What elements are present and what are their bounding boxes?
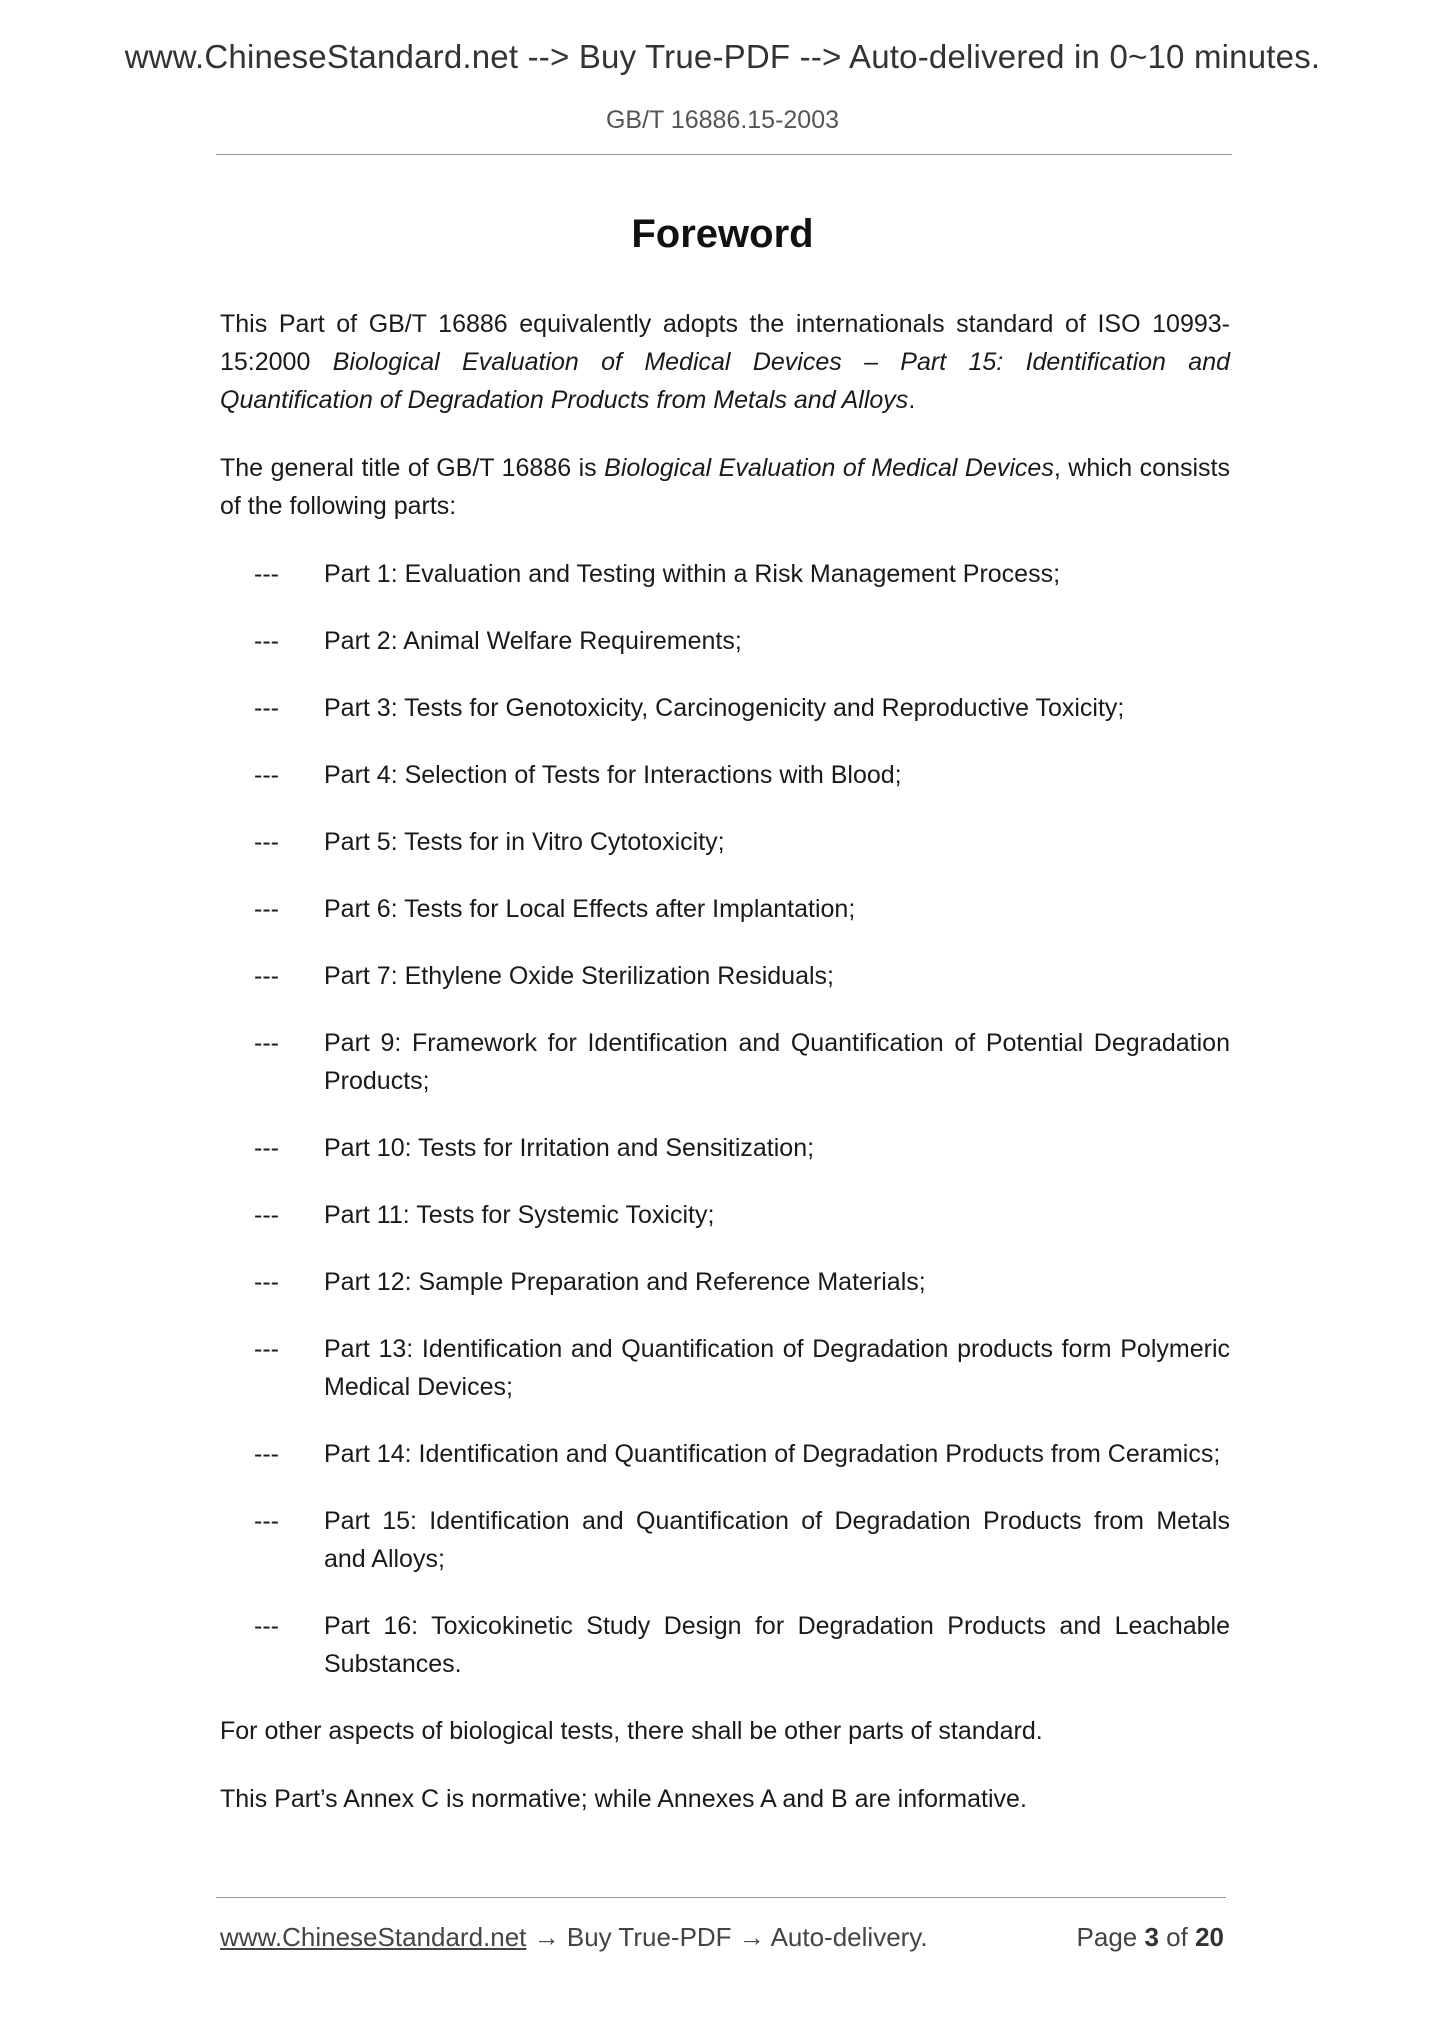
list-item bbox=[254, 622, 1230, 660]
footer-divider bbox=[216, 1897, 1226, 1898]
page-label: Page bbox=[1076, 1922, 1145, 1952]
list-item-text: Part 4: Selection of Tests for Interactions with Blood; bbox=[324, 761, 902, 789]
list-item-text: Part 16: Toxicokinetic Study Design for Degradation Products and Leachable Substances. bbox=[324, 1612, 1230, 1678]
list-item-text: Part 13: Identification and Quantification of Degradation products form Polymeric Medical Devices; bbox=[324, 1335, 1230, 1401]
list-dash: --- bbox=[254, 761, 279, 789]
page-number bbox=[1077, 1922, 1224, 1953]
list-item-text: Part 3: Tests for Genotoxicity, Carcinogenicity and Reproductive Toxicity; bbox=[324, 694, 1125, 722]
list-item-text: Part 11: Tests for Systemic Toxicity; bbox=[324, 1201, 715, 1229]
list-dash: --- bbox=[254, 828, 279, 856]
annex-paragraph: This Part’s Annex C is normative; while Annexes A and B are informative. bbox=[220, 1785, 1027, 1813]
list-item-text: Part 10: Tests for Irritation and Sensitization; bbox=[324, 1134, 815, 1162]
general-title-italic: Biological Evaluation of Medical Devices bbox=[604, 454, 1054, 482]
intro-paragraph bbox=[220, 305, 1230, 419]
footer-left bbox=[220, 1922, 928, 1953]
list-item-text: Part 6: Tests for Local Effects after Implantation; bbox=[324, 895, 856, 923]
list-dash: --- bbox=[254, 560, 279, 588]
footer-tagline: → Buy True-PDF → Auto-delivery. bbox=[526, 1922, 928, 1952]
site-banner: www.ChineseStandard.net --> Buy True-PDF --> Auto-delivered in 0~10 minutes. bbox=[124, 38, 1321, 75]
list-dash: --- bbox=[254, 1335, 279, 1363]
list-item bbox=[254, 1129, 1230, 1167]
list-dash: --- bbox=[254, 895, 279, 923]
general-title-paragraph bbox=[220, 449, 1230, 525]
general-text: The general title of GB/T 16886 is bbox=[220, 454, 605, 482]
other-aspects-paragraph: For other aspects of biological tests, there shall be other parts of standard. bbox=[220, 1717, 1043, 1745]
list-item-text: Part 14: Identification and Quantification of Degradation Products from Ceramics; bbox=[324, 1440, 1221, 1468]
list-item bbox=[254, 1330, 1230, 1406]
list-dash: --- bbox=[254, 1507, 279, 1535]
list-dash: --- bbox=[254, 1029, 279, 1057]
footer-site-link[interactable]: www.ChineseStandard.net bbox=[220, 1922, 527, 1952]
list-item bbox=[254, 1263, 1230, 1301]
parts-list bbox=[220, 555, 1230, 1683]
list-item bbox=[254, 555, 1230, 593]
list-dash: --- bbox=[254, 694, 279, 722]
page-current: 3 bbox=[1144, 1922, 1159, 1952]
document-code: GB/T 16886.15-2003 bbox=[605, 106, 840, 134]
list-item bbox=[254, 890, 1230, 928]
list-dash: --- bbox=[254, 1134, 279, 1162]
list-item bbox=[254, 1435, 1230, 1473]
list-item bbox=[254, 1607, 1230, 1683]
list-item-text: Part 12: Sample Preparation and Reference Materials; bbox=[324, 1268, 926, 1296]
list-item bbox=[254, 1502, 1230, 1578]
list-item-text: Part 1: Evaluation and Testing within a Risk Management Process; bbox=[324, 560, 1061, 588]
list-item-text: Part 15: Identification and Quantification of Degradation Products from Metals and Alloys; bbox=[324, 1507, 1230, 1573]
list-item bbox=[254, 1024, 1230, 1100]
list-item bbox=[254, 957, 1230, 995]
list-item-text: Part 7: Ethylene Oxide Sterilization Residuals; bbox=[324, 962, 834, 990]
general-text-end: , which consists of the following parts: bbox=[220, 454, 1230, 520]
list-item bbox=[254, 823, 1230, 861]
page-of: of bbox=[1158, 1922, 1196, 1952]
list-item bbox=[254, 756, 1230, 794]
list-dash: --- bbox=[254, 627, 279, 655]
intro-title-italic: Biological Evaluation of Medical Devices – Part 15: Identification and Quantification of Degradation Products from Metals and Alloys bbox=[220, 348, 1230, 414]
list-dash: --- bbox=[254, 1440, 279, 1468]
header-divider bbox=[216, 154, 1232, 155]
intro-period: . bbox=[908, 386, 916, 414]
list-item-text: Part 9: Framework for Identification and Quantification of Potential Degradation Products; bbox=[324, 1029, 1230, 1095]
list-item-text: Part 2: Animal Welfare Requirements; bbox=[324, 627, 742, 655]
list-dash: --- bbox=[254, 1201, 279, 1229]
list-item bbox=[254, 1196, 1230, 1234]
list-item-text: Part 5: Tests for in Vitro Cytotoxicity; bbox=[324, 828, 725, 856]
page-total: 20 bbox=[1195, 1922, 1224, 1952]
list-item bbox=[254, 689, 1230, 727]
list-dash: --- bbox=[254, 1268, 279, 1296]
document-body bbox=[220, 305, 1230, 1848]
list-dash: --- bbox=[254, 962, 279, 990]
intro-text: This Part of GB/T 16886 equivalently adopts the internationals standard of ISO 10993-15:2000 bbox=[220, 310, 1230, 376]
page-title: Foreword bbox=[631, 212, 814, 256]
list-dash: --- bbox=[254, 1612, 279, 1640]
